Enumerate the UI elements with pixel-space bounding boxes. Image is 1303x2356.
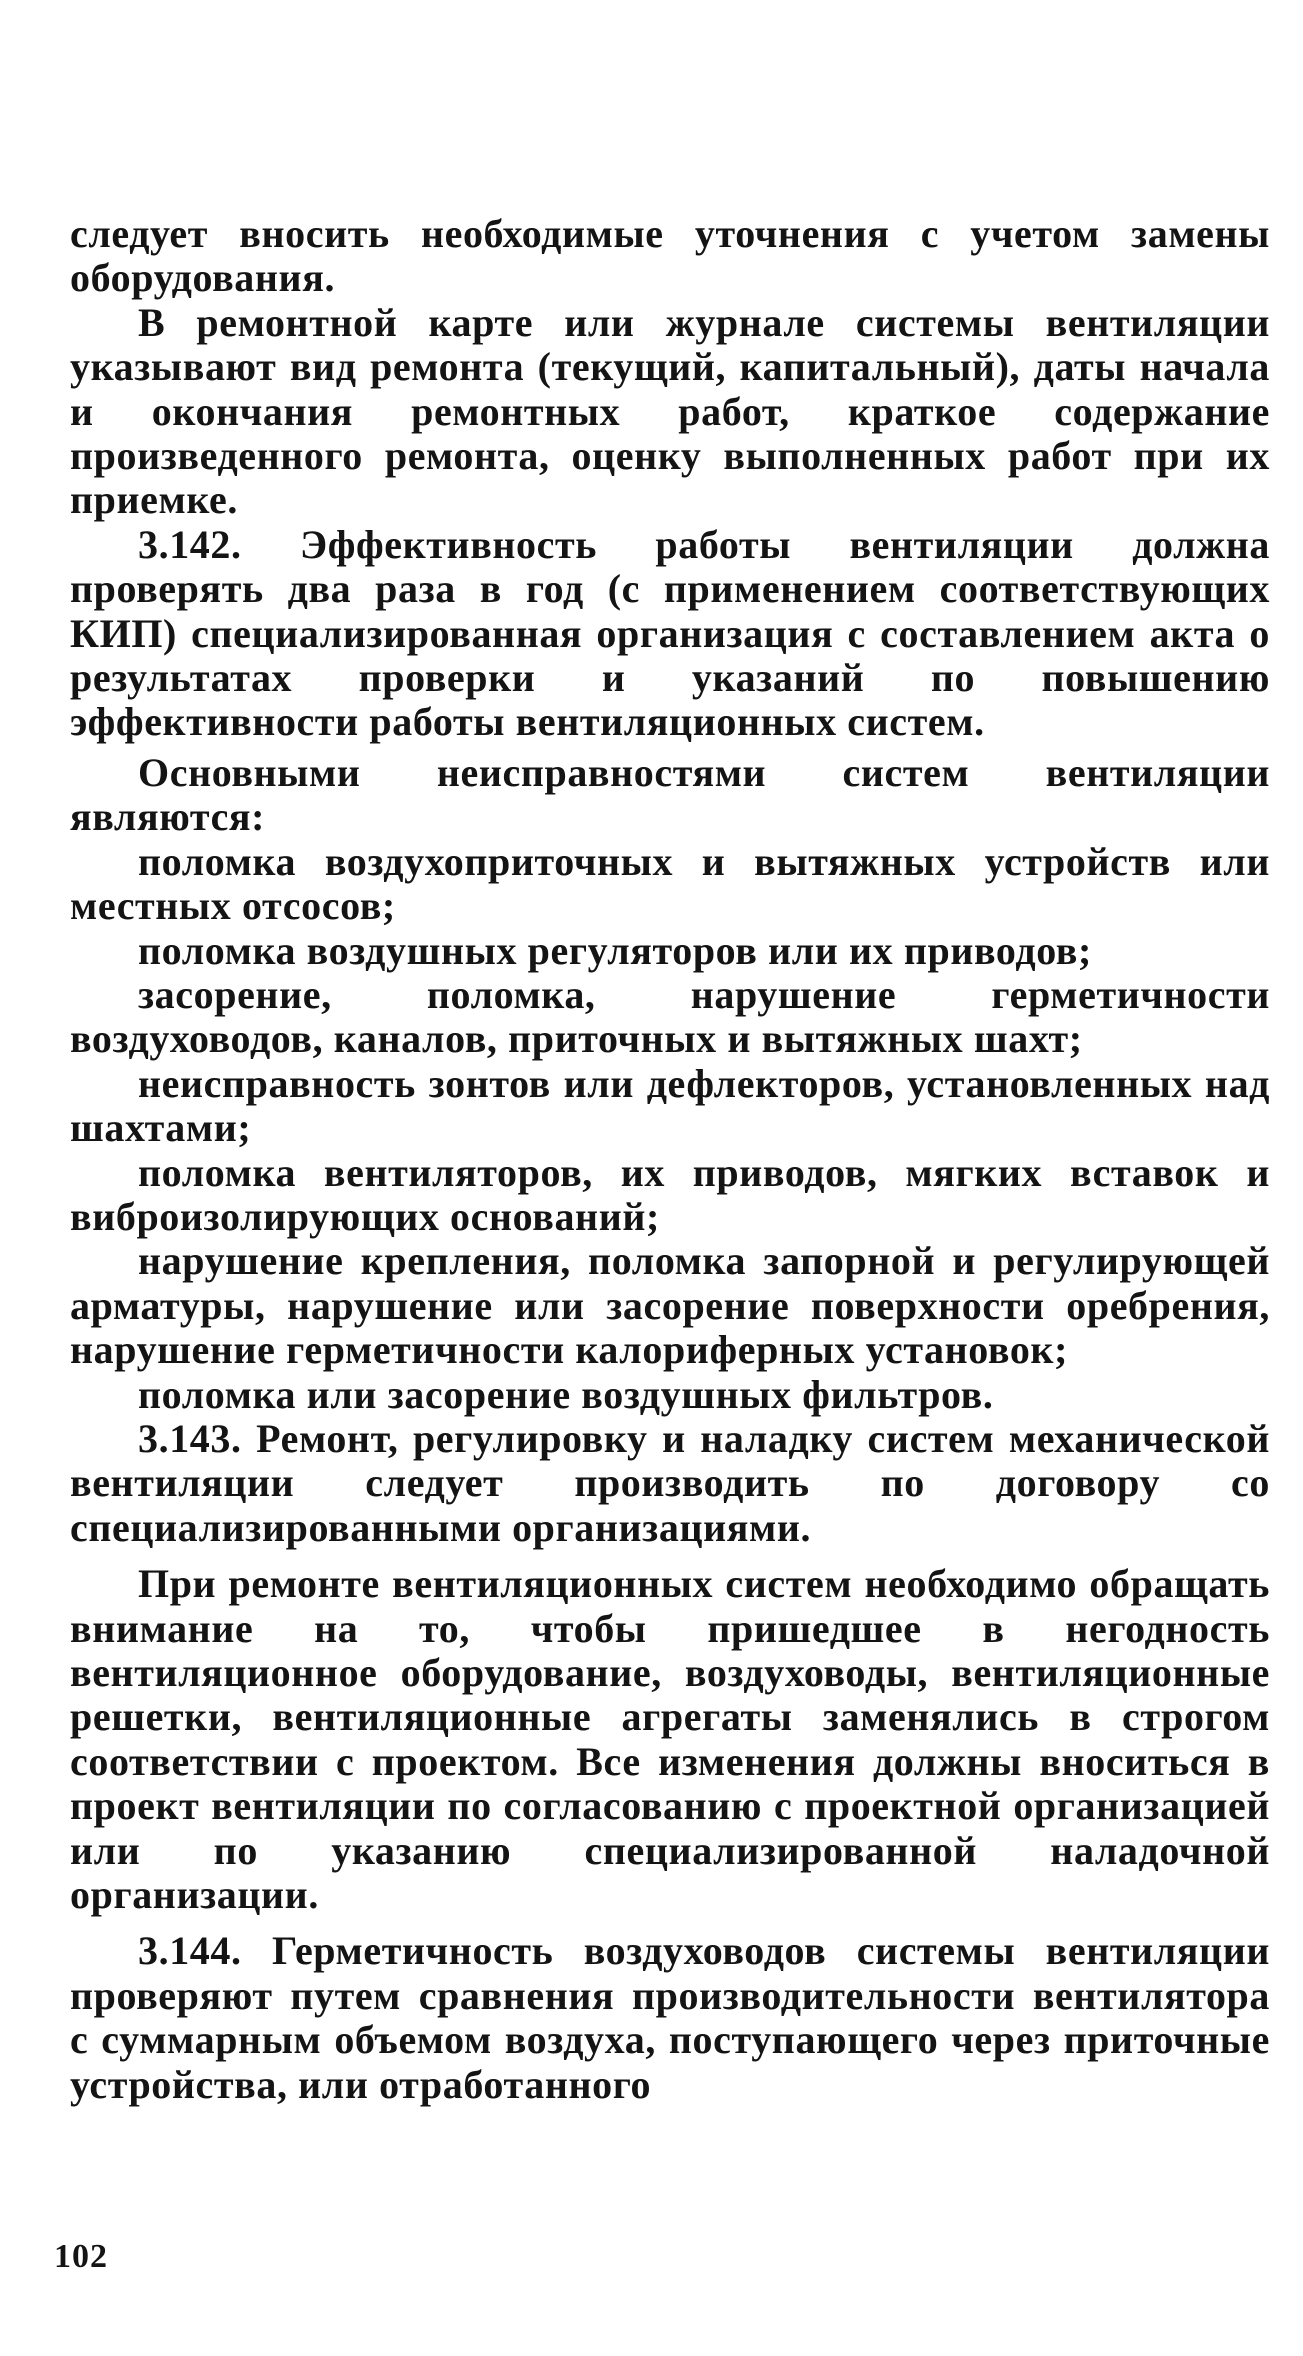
list-item: неисправность зонтов или дефлекторов, установленных над шахтами; [70, 1060, 1270, 1151]
clause-number: 3.143. [138, 1415, 242, 1461]
list-item: поломка вентиляторов, их приводов, мягких вставок и виброизолирующих оснований; [70, 1149, 1270, 1239]
clause-text: Эффективность работы вентиляции должна проверять два раза в год (с применением соответствующих КИП) специализированная организация с составлением акта о результатах проверки и указаний по повышению эффективности работы вентиляционных систем. [70, 521, 1270, 745]
page-body [70, 212, 1270, 2107]
paragraph-repair-card: В ремонтной карте или журнале системы вентиляции указывают вид ремонта (текущий, капитальный), даты начала и окончания ремонтных работ, краткое содержание произведенного ремонта, оценку выполненных работ при их приемке. [70, 299, 1270, 523]
list-item: засорение, поломка, нарушение герметичности воздуховодов, каналов, приточных и вытяжных шахт; [70, 971, 1270, 1062]
clause-text: Ремонт, регулировку и наладку систем механической вентиляции следует производить по договору со специализированными организациями. [70, 1415, 1270, 1550]
paragraph-continuation: следует вносить необходимые уточнения с учетом замены оборудования. [70, 211, 1270, 301]
list-item: поломка воздухоприточных и вытяжных устройств или местных отсосов; [70, 838, 1270, 929]
list-item: нарушение крепления, поломка запорной и регулирующей арматуры, нарушение или засорение поверхности оребрения, нарушение герметичности калориферных установок; [70, 1238, 1270, 1373]
clause-3-142 [70, 523, 1270, 745]
page-number: 102 [54, 2238, 108, 2275]
clause-text: Герметичность воздуховодов системы вентиляции проверяют путем сравнения производительности вентилятора с суммарным объемом воздуха, поступающего через приточные устройства, или отработанного [70, 1928, 1270, 2107]
clause-number: 3.144. [138, 1928, 242, 1974]
paragraph-faults-intro: Основными неисправностями систем вентиляции являются: [70, 749, 1270, 840]
clause-3-143 [70, 1417, 1270, 1550]
paragraph-repair-note: При ремонте вентиляционных систем необходимо обращать внимание на то, чтобы пришедшее в негодность вентиляционное оборудование, воздуховоды, вентиляционные решетки, вентиляционные агрегаты заменялись в строгом соответствии с проектом. Все изменения должны вноситься в проект вентиляции по согласованию с проектной организацией или по указанию специализированной наладочной организации. [70, 1561, 1270, 1918]
list-item: поломка воздушных регуляторов или их приводов; [138, 927, 1092, 973]
list-item: поломка или засорение воздушных фильтров. [138, 1371, 994, 1417]
clause-3-144 [70, 1929, 1270, 2107]
clause-number: 3.142. [138, 521, 242, 567]
